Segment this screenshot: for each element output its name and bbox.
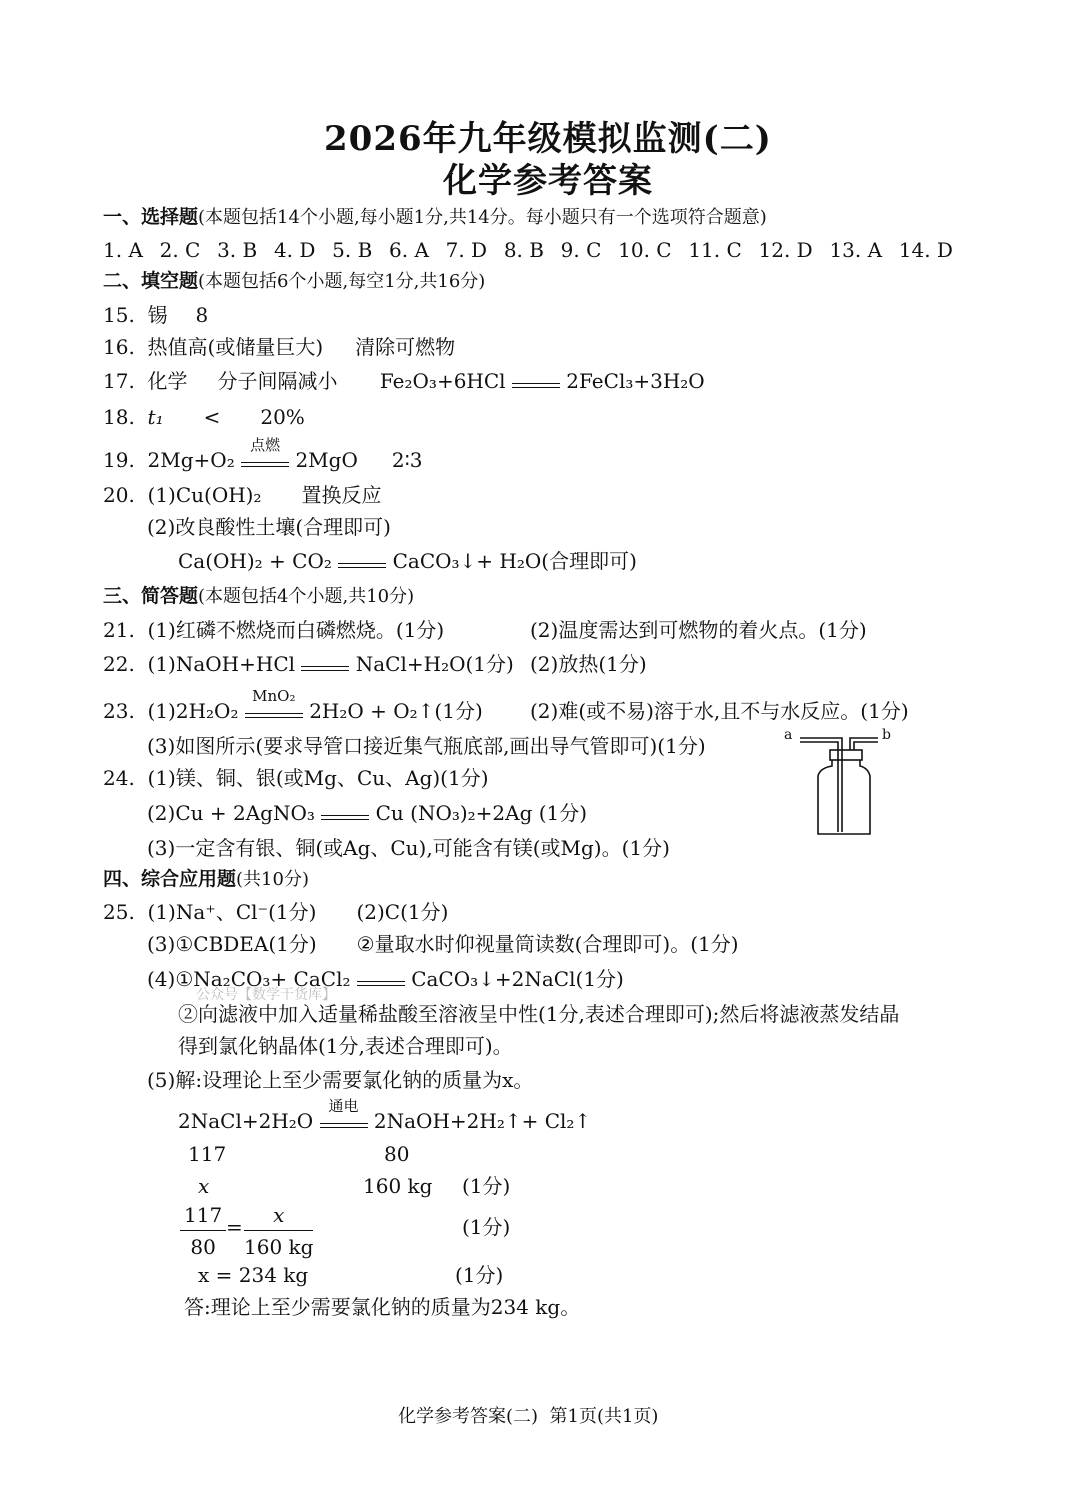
question-19: 19. 2Mg+O₂ 点燃 2MgO 2∶3 xyxy=(103,436,423,472)
question-25: 25. (1)Na⁺、Cl⁻(1分) (2)C(1分) xyxy=(103,900,449,924)
question-22: 22. (1)NaOH+HCl NaCl+H₂O(1分) xyxy=(103,652,514,676)
question-20-equation: Ca(OH)₂ + CO₂ CaCO₃↓+ H₂O(合理即可) xyxy=(178,549,637,573)
question-25-part4-equation: (4)①Na₂CO₃+ CaCl₂ CaCO₃↓+2NaCl(1分) xyxy=(147,967,624,991)
choice-answer: 10. C xyxy=(618,238,672,262)
port-a-label: a xyxy=(784,727,793,743)
question-18: 18. t₁ < 20% xyxy=(103,405,305,429)
electrolysis-equation: 2NaCl+2H₂O 通电 2NaOH+2H₂↑+ Cl₂↑ xyxy=(178,1097,592,1133)
question-25-part4-line1: ②向滤液中加入适量稀盐酸至溶液呈中性(1分,表述合理即可);然后将滤液蒸发结晶 xyxy=(178,1002,900,1026)
result-line: x = 234 kg xyxy=(198,1263,309,1287)
question-15: 15. 锡 8 xyxy=(103,303,209,327)
section-heading: 四、综合应用题(共10分) xyxy=(103,868,309,890)
page-footer: 化学参考答案(二) 第1页(共1页) xyxy=(398,1406,659,1427)
question-23: 23. (1)2H₂O₂ MnO₂ 2H₂O + O₂↑(1分) xyxy=(103,687,483,723)
question-21-part2: (2)温度需达到可燃物的着火点。(1分) xyxy=(530,618,867,642)
gas-bottle-figure xyxy=(780,728,900,843)
question-24-part3: (3)一定含有银、铜(或Ag、Cu),可能含有镁(或Mg)。(1分) xyxy=(147,836,670,860)
choice-answer: 1. A xyxy=(103,238,143,262)
ratio-row-1a: 117 xyxy=(188,1142,227,1166)
section-heading: 三、简答题(本题包括4个小题,共10分) xyxy=(103,585,415,607)
choice-answer: 14. D xyxy=(898,238,953,262)
page-subtitle: 化学参考答案 xyxy=(443,161,653,201)
ratio-row-2a: x xyxy=(198,1174,210,1198)
question-24-part2: (2)Cu + 2AgNO₃ Cu (NO₃)₂+2Ag (1分) xyxy=(147,801,588,825)
choice-answer: 4. D xyxy=(273,238,316,262)
section-heading: 二、填空题(本题包括6个小题,每空1分,共16分) xyxy=(103,270,486,292)
question-16: 16. 热值高(或储量巨大) 清除可燃物 xyxy=(103,335,456,359)
question-21: 21. (1)红磷不燃烧而白磷燃烧。(1分) xyxy=(103,618,445,642)
choice-answer: 9. C xyxy=(560,238,602,262)
fraction-right: $\frac{x}{160 kg}$ xyxy=(244,1203,314,1259)
choice-answer: 11. C xyxy=(688,238,742,262)
question-20-part2: (2)改良酸性土壤(合理即可) xyxy=(147,515,391,539)
question-24: 24. (1)镁、铜、银(或Mg、Cu、Ag)(1分) xyxy=(103,766,489,790)
question-23-part3: (3)如图所示(要求导管口接近集气瓶底部,画出导气管即可)(1分) xyxy=(147,734,706,758)
question-17: 17. 化学 分子间隔减小 Fe₂O₃+6HCl 2FeCl₃+3H₂O xyxy=(103,369,705,393)
final-answer: 答:理论上至少需要氯化钠的质量为234 kg。 xyxy=(184,1295,581,1319)
watermark: 公众号【数学干货库】 xyxy=(196,987,336,1003)
choice-answer: 5. B xyxy=(332,238,373,262)
fraction-equals: = xyxy=(226,1215,243,1239)
question-25-part3: (3)①CBDEA(1分) ②量取水时仰视量筒读数(合理即可)。(1分) xyxy=(147,932,739,956)
choice-answer: 8. B xyxy=(503,238,544,262)
choice-answer: 13. A xyxy=(829,238,883,262)
choice-answer: 12. D xyxy=(758,238,813,262)
fraction-points: (1分) xyxy=(462,1215,511,1239)
section-heading: 一、选择题(本题包括14个小题,每小题1分,共14分。每小题只有一个选项符合题意) xyxy=(103,206,767,228)
choice-answer: 3. B xyxy=(217,238,258,262)
equals-sign xyxy=(512,383,560,388)
question-25-part4-line2: 得到氯化钠晶体(1分,表述合理即可)。 xyxy=(178,1034,513,1058)
result-points: (1分) xyxy=(455,1263,504,1287)
page-title: 2026年九年级模拟监测(二) xyxy=(324,119,772,159)
question-20: 20. (1)Cu(OH)₂ 置换反应 xyxy=(103,483,382,507)
ratio-row-1b: 80 xyxy=(384,1142,410,1166)
question-22-part2: (2)放热(1分) xyxy=(530,652,647,676)
ratio-row-2-points: (1分) xyxy=(462,1174,511,1198)
gas-bottle-drawing xyxy=(780,728,900,843)
ratio-row-2b: 160 kg xyxy=(363,1174,433,1198)
choice-answers xyxy=(103,240,953,260)
question-23-part2: (2)难(或不易)溶于水,且不与水反应。(1分) xyxy=(530,699,909,723)
choice-answer: 2. C xyxy=(159,238,201,262)
fraction-left: $\frac{117}{80}$ xyxy=(180,1203,226,1259)
choice-answer: 7. D xyxy=(445,238,488,262)
choice-answer: 6. A xyxy=(389,238,429,262)
question-25-part5: (5)解:设理论上至少需要氯化钠的质量为x。 xyxy=(147,1068,534,1092)
port-b-label: b xyxy=(882,727,891,743)
